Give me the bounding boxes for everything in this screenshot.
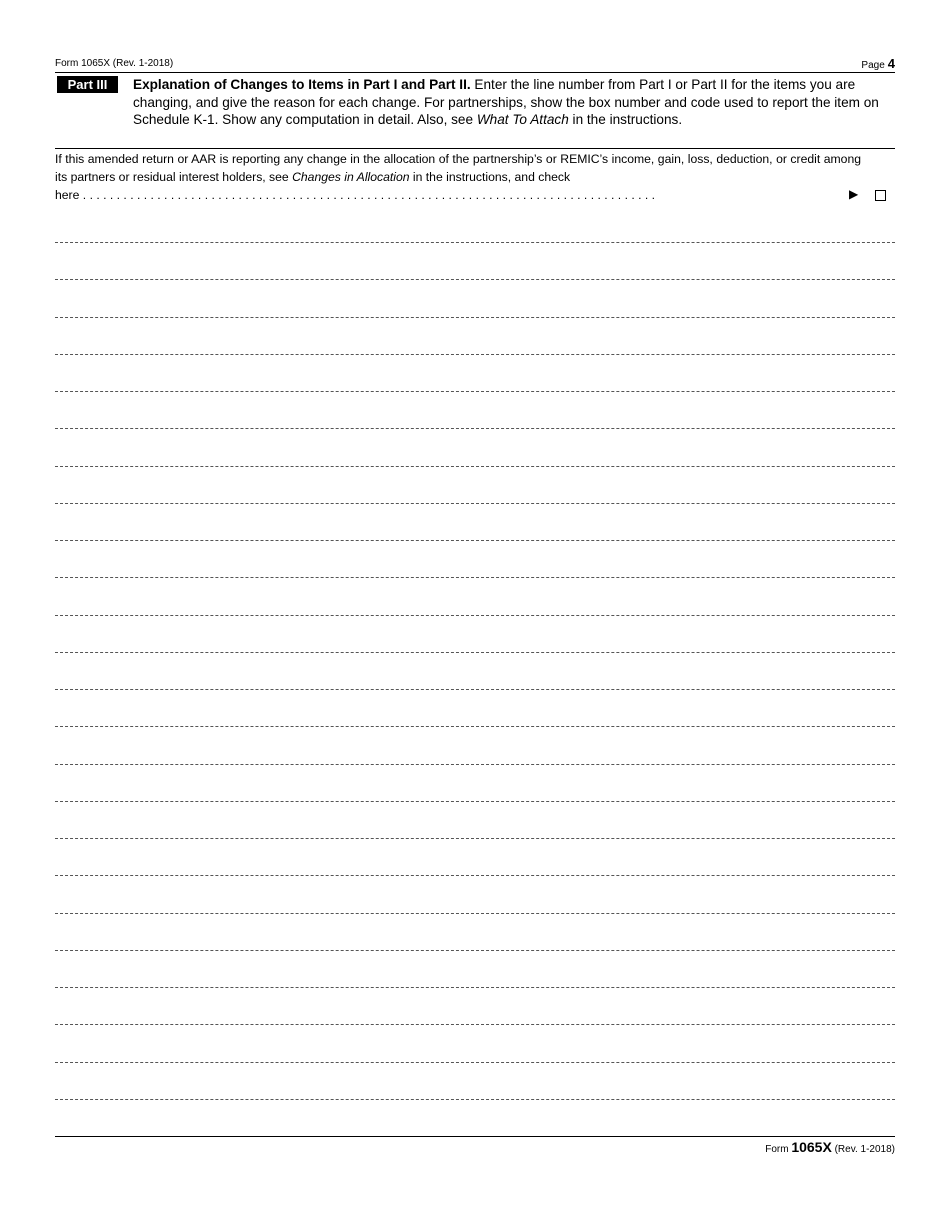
explanation-line[interactable] xyxy=(55,987,895,988)
allocation-check-line: here . . . . . . . . . . . . . . . . . . . . . . . . . . . . . . . . . . . . . . . . . . . . . . . . . . . . . . . . . . . . . . . . . . . . . . . . . . . . . . . . . . . . . xyxy=(55,188,656,202)
explanation-line[interactable] xyxy=(55,577,895,578)
explanation-line[interactable] xyxy=(55,615,895,616)
explanation-line[interactable] xyxy=(55,913,895,914)
explanation-line[interactable] xyxy=(55,1099,895,1100)
form-id-header: Form 1065X (Rev. 1-2018) xyxy=(55,58,174,69)
explanation-line[interactable] xyxy=(55,950,895,951)
allocation-instructions: If this amended return or AAR is reporting any change in the allocation of the partnership’s or REMIC’s income, gain, loss, deduction, or credit among its partners or residual interest holders, see Changes in Allocation in the instructions, and check xyxy=(55,152,861,184)
explanation-line[interactable] xyxy=(55,466,895,467)
explanation-line[interactable] xyxy=(55,317,895,318)
explanation-line[interactable] xyxy=(55,503,895,504)
explanation-line[interactable] xyxy=(55,801,895,802)
explanation-line[interactable] xyxy=(55,428,895,429)
explanation-line[interactable] xyxy=(55,875,895,876)
explanation-line[interactable] xyxy=(55,652,895,653)
explanation-line[interactable] xyxy=(55,689,895,690)
footer-rule xyxy=(55,1136,895,1137)
part-iii-tag: Part III xyxy=(57,76,118,93)
explanation-line[interactable] xyxy=(55,391,895,392)
arrow-icon: ▶ xyxy=(849,187,859,201)
explanation-line[interactable] xyxy=(55,279,895,280)
explanation-line[interactable] xyxy=(55,1062,895,1063)
explanation-line[interactable] xyxy=(55,242,895,243)
explanation-line[interactable] xyxy=(55,726,895,727)
form-id-footer: Form 1065X (Rev. 1-2018) xyxy=(765,1139,895,1155)
explanation-line[interactable] xyxy=(55,354,895,355)
dot-leader: . . . . . . . . . . . . . . . . . . . . . . . . . . . . . . . . . . . . . . . . . . . . . . . . . . . . . . . . . . . . . . . . . . . . . . . . . . . . . . . . . . . . . xyxy=(79,188,656,202)
page-number: Page 4 xyxy=(861,56,895,71)
explanation-line[interactable] xyxy=(55,540,895,541)
explanation-lines xyxy=(55,0,895,1230)
explanation-line[interactable] xyxy=(55,1024,895,1025)
part-iii-title: Explanation of Changes to Items in Part I and Part II. Enter the line number from Part I or Part II for the items you are changing, and give the reason for each change. For partnerships, show the box number and code used to report the item on Schedule K-1. Show any computation in detail. Also, see What To Attach in the instructions. xyxy=(133,77,879,127)
explanation-line[interactable] xyxy=(55,838,895,839)
explanation-line[interactable] xyxy=(55,764,895,765)
